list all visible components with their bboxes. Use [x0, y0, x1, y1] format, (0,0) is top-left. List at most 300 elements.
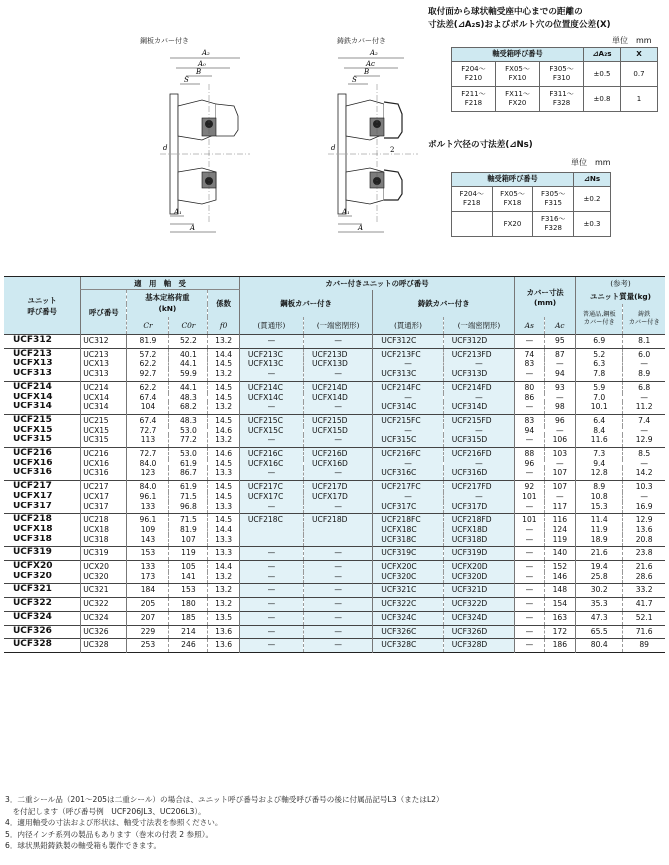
- cell-m1: 9.4: [576, 459, 623, 469]
- cell-as: —: [515, 502, 544, 514]
- cell-m1: 5.9: [576, 381, 623, 392]
- header-cover-unit-no: カバー付きユニットの呼び番号: [239, 277, 514, 290]
- cell-f0: 14.5: [208, 514, 240, 525]
- cell-cc: UCF328D: [443, 639, 514, 653]
- cell-m1: 10.8: [576, 492, 623, 502]
- cell-ac: 116: [544, 514, 576, 525]
- cell-cr: 62.2: [127, 381, 169, 392]
- cell-cr: 96.1: [127, 514, 169, 525]
- header-mass-cast: 鋳鉄 カバー付き: [623, 304, 665, 335]
- header-as: As: [515, 317, 544, 335]
- cell-ac: 186: [544, 639, 576, 653]
- bolt-row1-ns: ±0.2: [574, 187, 611, 212]
- cell-c0r: 86.7: [169, 468, 208, 480]
- table-row: [4, 584, 665, 598]
- cell-sc: —: [303, 572, 372, 584]
- cell-st: —: [239, 402, 303, 414]
- cell-f0: 14.5: [208, 381, 240, 392]
- cell-c0r: 40.1: [169, 348, 208, 359]
- position-row1-c3: F305〜 F310: [540, 62, 584, 87]
- cell-ct: UCF320C: [373, 572, 443, 584]
- cell-cc: UCF326D: [443, 625, 514, 639]
- cell-st: UCF215C: [239, 414, 303, 425]
- cell-cr: 109: [127, 525, 169, 535]
- header-f0: f0: [208, 317, 240, 335]
- bolt-tolerance-table: [451, 172, 611, 237]
- cell-m1: 12.8: [576, 468, 623, 480]
- cell-brg: UC214: [81, 381, 127, 392]
- header-applicable-bearing: 適 用 軸 受: [81, 277, 240, 290]
- cell-brg: UC324: [81, 611, 127, 625]
- cell-sc: UCFX17D: [303, 492, 372, 502]
- position-row2-c1: F211〜 F218: [452, 87, 496, 112]
- cell-cc: UCF218FD: [443, 514, 514, 525]
- position-tolerance-title-2: 寸法差(⊿A₂s)およびボルト穴の位置度公差(X): [428, 20, 611, 30]
- cell-sc: —: [303, 625, 372, 639]
- cell-as: —: [515, 584, 544, 598]
- cell-ac: 87: [544, 348, 576, 359]
- cell-m1: 15.3: [576, 502, 623, 514]
- table-row: [4, 639, 665, 653]
- cell-m2: 8.5: [623, 448, 665, 459]
- cell-m1: 10.1: [576, 402, 623, 414]
- cell-st: —: [239, 639, 303, 653]
- cast-dim-d: d: [331, 144, 336, 152]
- header-ac: Ac: [544, 317, 576, 335]
- cell-sc: —: [303, 369, 372, 381]
- cell-ct: UCF319C: [373, 547, 443, 561]
- cell-m2: —: [623, 393, 665, 403]
- cell-m2: 33.2: [623, 584, 665, 598]
- cell-cc: UCF320D: [443, 572, 514, 584]
- cell-c0r: 53.0: [169, 448, 208, 459]
- cell-ac: 124: [544, 525, 576, 535]
- cell-ct: UCF215FC: [373, 414, 443, 425]
- cell-ac: 152: [544, 561, 576, 572]
- cell-cr: 143: [127, 535, 169, 547]
- cell-cr: 153: [127, 547, 169, 561]
- cell-ac: —: [544, 459, 576, 469]
- cell-m2: 8.1: [623, 335, 665, 349]
- cell-as: —: [515, 535, 544, 547]
- bolt-tolerance-header-ns: ⊿Ns: [574, 173, 611, 187]
- cast-dim-s: S: [352, 76, 357, 84]
- cell-brg: UC317: [81, 502, 127, 514]
- table-row: [4, 611, 665, 625]
- cell-unit: UCF326: [4, 625, 81, 639]
- cell-m1: 7.3: [576, 448, 623, 459]
- cell-sc: [303, 525, 372, 535]
- cell-as: —: [515, 335, 544, 349]
- bolt-row1-c1: F204〜 F218: [452, 187, 493, 212]
- cell-m1: 11.6: [576, 435, 623, 447]
- header-cr: Cr: [127, 317, 169, 335]
- cell-ac: 93: [544, 381, 576, 392]
- cast-dim-a: A: [358, 224, 364, 232]
- cell-unit: UCF322: [4, 598, 81, 612]
- cell-ct: UCFX18C: [373, 525, 443, 535]
- cell-brg: UC312: [81, 335, 127, 349]
- cell-f0: 13.2: [208, 584, 240, 598]
- cell-f0: 13.5: [208, 611, 240, 625]
- cell-as: —: [515, 561, 544, 572]
- cell-c0r: 180: [169, 598, 208, 612]
- cell-unit: UCF328: [4, 639, 81, 653]
- header-reference: (参考): [576, 277, 665, 290]
- cell-sc: —: [303, 502, 372, 514]
- cell-m1: 30.2: [576, 584, 623, 598]
- cell-f0: 14.4: [208, 525, 240, 535]
- cell-st: —: [239, 561, 303, 572]
- cell-c0r: 68.2: [169, 402, 208, 414]
- cell-cc: —: [443, 459, 514, 469]
- cell-cr: 92.7: [127, 369, 169, 381]
- cell-cc: —: [443, 492, 514, 502]
- cell-as: —: [515, 402, 544, 414]
- cell-c0r: 153: [169, 584, 208, 598]
- cell-sc: —: [303, 611, 372, 625]
- cell-sc: —: [303, 639, 372, 653]
- cell-c0r: 107: [169, 535, 208, 547]
- cell-st: —: [239, 435, 303, 447]
- cell-ct: UCF217FC: [373, 481, 443, 492]
- cell-m2: 11.2: [623, 402, 665, 414]
- cell-st: [239, 535, 303, 547]
- table-row: [4, 481, 665, 492]
- cell-f0: 14.6: [208, 448, 240, 459]
- cell-cr: 123: [127, 468, 169, 480]
- cell-sc: —: [303, 335, 372, 349]
- cell-sc: —: [303, 435, 372, 447]
- cell-sc: UCF214D: [303, 381, 372, 392]
- cell-st: UCFX14C: [239, 393, 303, 403]
- footnote-line: を付記します（呼び番号例 UCF206JL3、UC206L3）。: [5, 806, 206, 816]
- cell-brg: UC318: [81, 535, 127, 547]
- cell-unit: UCFX13: [13, 359, 53, 369]
- cell-ct: UCF324C: [373, 611, 443, 625]
- cell-m2: 12.9: [623, 514, 665, 525]
- header-steel-closed: (一端密閉形): [303, 317, 372, 335]
- cell-ac: 148: [544, 584, 576, 598]
- cell-unit: UCF213: [4, 348, 81, 359]
- cell-m2: 16.9: [623, 502, 665, 514]
- cast-dim-ac: Aᴄ: [366, 60, 375, 68]
- cell-f0: 13.3: [208, 547, 240, 561]
- cell-m1: 5.2: [576, 348, 623, 359]
- cell-c0r: 77.2: [169, 435, 208, 447]
- cell-c0r: 61.9: [169, 481, 208, 492]
- cell-brg: UC216: [81, 448, 127, 459]
- header-load-rating: 基本定格荷重 (kN): [127, 290, 208, 317]
- cell-ct: UCF328C: [373, 639, 443, 653]
- cell-m2: —: [623, 492, 665, 502]
- cell-as: 74: [515, 348, 544, 359]
- cell-cc: —: [443, 426, 514, 436]
- cell-brg: UCX15: [81, 426, 127, 436]
- cell-brg: UC326: [81, 625, 127, 639]
- cell-ct: UCF213FC: [373, 348, 443, 359]
- cell-m2: 21.6: [623, 561, 665, 572]
- cell-ct: UCF216FC: [373, 448, 443, 459]
- cell-brg: UC315: [81, 435, 127, 447]
- cell-m2: 52.1: [623, 611, 665, 625]
- cell-c0r: 81.9: [169, 525, 208, 535]
- cell-cr: 205: [127, 598, 169, 612]
- cell-m2: 28.6: [623, 572, 665, 584]
- cell-cc: UCF314D: [443, 402, 514, 414]
- cell-brg: UC328: [81, 639, 127, 653]
- table-row: [4, 448, 665, 459]
- steel-dim-a1: A₁: [174, 208, 182, 216]
- cell-brg: UCX16: [81, 459, 127, 469]
- cell-unit: UCF321: [4, 584, 81, 598]
- cell-cc: UCF217FD: [443, 481, 514, 492]
- bolt-row2-c3: F316〜 F328: [533, 212, 574, 237]
- cell-cr: 72.7: [127, 426, 169, 436]
- cast-cover-drawing: [318, 44, 428, 234]
- cell-c0r: 105: [169, 561, 208, 572]
- cell-ac: 96: [544, 414, 576, 425]
- cell-as: —: [515, 435, 544, 447]
- cell-cc: UCF215FD: [443, 414, 514, 425]
- cell-m2: 41.7: [623, 598, 665, 612]
- cell-f0: 13.2: [208, 572, 240, 584]
- cell-ct: UCF321C: [373, 584, 443, 598]
- position-row2-c3: F311〜 F328: [540, 87, 584, 112]
- unit-spec-table-header: [4, 277, 665, 335]
- cell-c0r: 71.5: [169, 514, 208, 525]
- cell-c0r: 214: [169, 625, 208, 639]
- cell-c0r: 44.1: [169, 359, 208, 369]
- cell-cc: UCF321D: [443, 584, 514, 598]
- cell-sc: UCF213D: [303, 348, 372, 359]
- cell-f0: 14.5: [208, 393, 240, 403]
- footnotes: [5, 794, 444, 852]
- cell-unit: UCFX15: [13, 425, 53, 435]
- position-tolerance-unit: 単位 mm: [612, 36, 652, 45]
- cell-unit: UCF312: [4, 335, 81, 349]
- cell-sc: UCFX13D: [303, 359, 372, 369]
- cell-brg: UC213: [81, 348, 127, 359]
- cell-ac: 95: [544, 335, 576, 349]
- bolt-row1-c3: F305〜 F315: [533, 187, 574, 212]
- cell-m1: 6.4: [576, 414, 623, 425]
- cell-m1: 8.9: [576, 481, 623, 492]
- cell-ac: 98: [544, 402, 576, 414]
- cell-as: 96: [515, 459, 544, 469]
- cell-unit: UCFX18: [13, 524, 53, 534]
- bolt-row1-c2: FX05〜 FX18: [492, 187, 533, 212]
- cell-ct: UCF317C: [373, 502, 443, 514]
- cell-m1: 35.3: [576, 598, 623, 612]
- cell-sc: —: [303, 584, 372, 598]
- cell-unit: UCF314: [13, 402, 52, 412]
- table-row: [4, 547, 665, 561]
- footnote-line: 6．球状黒鉛鋳鉄製の軸受箱も製作できます。: [5, 841, 162, 851]
- cell-m1: 11.4: [576, 514, 623, 525]
- cell-st: UCFX17C: [239, 492, 303, 502]
- cell-cr: 81.9: [127, 335, 169, 349]
- cell-cr: 84.0: [127, 481, 169, 492]
- cell-ac: —: [544, 426, 576, 436]
- table-row: [4, 492, 665, 502]
- position-tolerance-header-a2s: ⊿A₂s: [584, 48, 621, 62]
- position-tolerance-header-bearing: 軸受箱呼び番号: [452, 48, 584, 62]
- cell-f0: 13.2: [208, 402, 240, 414]
- cell-cc: UCFX18D: [443, 525, 514, 535]
- cell-st: —: [239, 584, 303, 598]
- cell-ac: 107: [544, 481, 576, 492]
- cell-unit: UCF218: [4, 514, 81, 525]
- cell-m2: 7.4: [623, 414, 665, 425]
- cell-ac: 107: [544, 468, 576, 480]
- cell-sc: UCF217D: [303, 481, 372, 492]
- cell-c0r: 48.3: [169, 393, 208, 403]
- bolt-row2-c1: [452, 212, 493, 237]
- cell-brg: UC322: [81, 598, 127, 612]
- cell-as: —: [515, 625, 544, 639]
- table-row: [4, 348, 665, 359]
- cell-cr: 229: [127, 625, 169, 639]
- header-cast-through: (貫通形): [373, 317, 443, 335]
- cell-f0: 14.5: [208, 414, 240, 425]
- cell-m2: 20.8: [623, 535, 665, 547]
- table-bottom-rule: [4, 652, 665, 653]
- cell-st: —: [239, 502, 303, 514]
- cell-sc: UCFX15D: [303, 426, 372, 436]
- header-c0r: C0r: [169, 317, 208, 335]
- steel-cover-drawing: [150, 44, 260, 234]
- table-row: [4, 525, 665, 535]
- table-row: [4, 535, 665, 547]
- footnote-line: 4．適用軸受の寸法および形状は、軸受寸法表を参照ください。: [5, 818, 223, 828]
- cell-c0r: 96.8: [169, 502, 208, 514]
- cell-as: 94: [515, 426, 544, 436]
- cell-cr: 253: [127, 639, 169, 653]
- cell-st: UCF214C: [239, 381, 303, 392]
- cell-st: UCFX16C: [239, 459, 303, 469]
- steel-dim-a2: A₂: [202, 49, 210, 57]
- position-row1-a2s: ±0.5: [584, 62, 621, 87]
- cell-m2: 14.2: [623, 468, 665, 480]
- cell-cr: 96.1: [127, 492, 169, 502]
- cell-cc: UCF319D: [443, 547, 514, 561]
- bolt-tolerance-unit: 単位 mm: [571, 158, 611, 167]
- cell-cc: UCF216FD: [443, 448, 514, 459]
- position-row1-c2: FX05〜 FX10: [495, 62, 539, 87]
- bolt-tolerance-title: ボルト穴径の寸法差(⊿Ns): [428, 140, 533, 150]
- cell-as: —: [515, 369, 544, 381]
- cell-f0: 14.5: [208, 459, 240, 469]
- cell-f0: 14.6: [208, 426, 240, 436]
- cell-st: —: [239, 625, 303, 639]
- table-row: [4, 435, 665, 447]
- cell-m2: 6.0: [623, 348, 665, 359]
- cell-c0r: 61.9: [169, 459, 208, 469]
- cell-cc: UCF322D: [443, 598, 514, 612]
- cell-brg: UCX20: [81, 561, 127, 572]
- cell-as: 80: [515, 381, 544, 392]
- table-row: [4, 502, 665, 514]
- bolt-row2-ns: ±0.3: [574, 212, 611, 237]
- cell-c0r: 53.0: [169, 426, 208, 436]
- cell-m1: 7.8: [576, 369, 623, 381]
- cell-cc: UCF312D: [443, 335, 514, 349]
- cell-c0r: 44.1: [169, 381, 208, 392]
- cell-m2: —: [623, 426, 665, 436]
- cell-ac: —: [544, 393, 576, 403]
- position-tolerance-header-x: X: [621, 48, 658, 62]
- cell-ac: 140: [544, 547, 576, 561]
- cell-c0r: 71.5: [169, 492, 208, 502]
- header-factor: 係数: [208, 290, 240, 317]
- cell-sc: UCFX16D: [303, 459, 372, 469]
- table-row: [4, 561, 665, 572]
- cell-ct: UCF218FC: [373, 514, 443, 525]
- cell-st: —: [239, 611, 303, 625]
- table-row: [4, 414, 665, 425]
- cell-f0: 13.2: [208, 435, 240, 447]
- cell-f0: 14.4: [208, 348, 240, 359]
- cell-ct: UCF313C: [373, 369, 443, 381]
- header-mass-normal: 普通品,鋼板 カバー付き: [576, 304, 623, 335]
- header-bearing-no: 呼び番号: [81, 290, 127, 335]
- unit-spec-table-body: [4, 335, 665, 653]
- cell-ct: —: [373, 359, 443, 369]
- cell-brg: UC217: [81, 481, 127, 492]
- position-row1-x: 0.7: [621, 62, 658, 87]
- cast-dim-a1: A₁: [342, 208, 350, 216]
- cell-f0: 13.6: [208, 625, 240, 639]
- cell-brg: UCX14: [81, 393, 127, 403]
- table-row: [4, 335, 665, 349]
- cell-m2: 10.3: [623, 481, 665, 492]
- cell-ct: UCF322C: [373, 598, 443, 612]
- header-steel-cover: 鋼板カバー付き: [239, 290, 372, 317]
- cell-brg: UC314: [81, 402, 127, 414]
- cell-as: 88: [515, 448, 544, 459]
- cell-brg: UC313: [81, 369, 127, 381]
- cell-st: UCFX15C: [239, 426, 303, 436]
- cell-ct: UCFX20C: [373, 561, 443, 572]
- cell-st: —: [239, 369, 303, 381]
- cell-f0: 14.5: [208, 481, 240, 492]
- cell-as: 92: [515, 481, 544, 492]
- table-row: [4, 459, 665, 469]
- cell-m1: 6.9: [576, 335, 623, 349]
- cell-as: —: [515, 525, 544, 535]
- cell-m1: 18.9: [576, 535, 623, 547]
- cell-unit: UCFX14: [13, 392, 53, 402]
- cell-brg: UCX18: [81, 525, 127, 535]
- cell-c0r: 48.3: [169, 414, 208, 425]
- cell-cr: 62.2: [127, 359, 169, 369]
- cell-unit: UCF317: [13, 501, 52, 511]
- cell-unit: UCFX16: [13, 458, 53, 468]
- cell-cr: 173: [127, 572, 169, 584]
- cell-sc: UCF218D: [303, 514, 372, 525]
- cell-cr: 113: [127, 435, 169, 447]
- cell-as: —: [515, 598, 544, 612]
- position-row1-c1: F204〜 F210: [452, 62, 496, 87]
- cell-cr: 72.7: [127, 448, 169, 459]
- cell-as: —: [515, 547, 544, 561]
- cell-ac: 172: [544, 625, 576, 639]
- cell-st: UCFX13C: [239, 359, 303, 369]
- cell-as: 101: [515, 514, 544, 525]
- cell-st: —: [239, 468, 303, 480]
- cell-as: 86: [515, 393, 544, 403]
